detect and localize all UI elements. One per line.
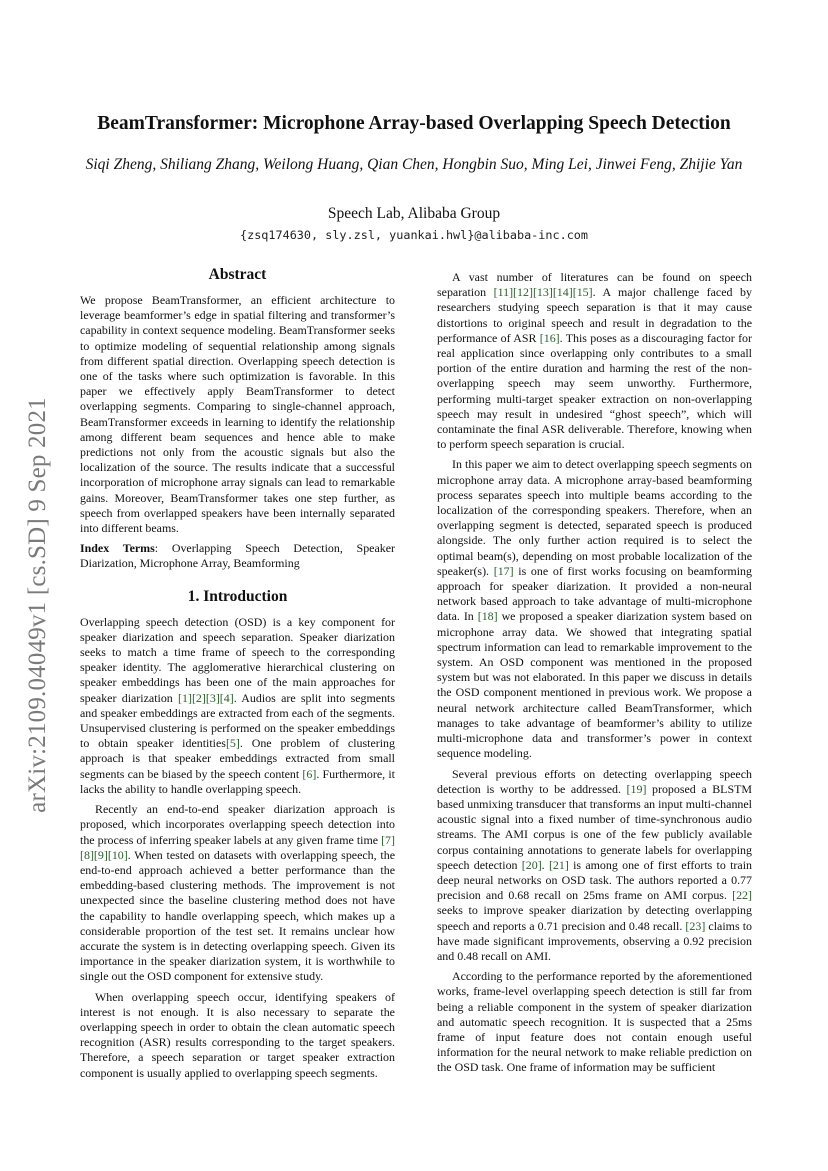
citation-link[interactable]: [16] bbox=[539, 330, 560, 345]
index-terms bbox=[80, 541, 395, 571]
citation-link[interactable]: [20] bbox=[521, 857, 542, 872]
intro-paragraph-2: Recently an end-to-end speaker diarization approach is proposed, which incorporates overlapping speech detection into the process of inferring speaker labels at any given frame time [7][8][9][10]. When tested on datasets with overlapping speech, the end-to-end approach achieved a better performance than the embedding-based clustering methods. The improvement is not unexpected since the baseline clustering method does not have the capability to handle overlapping speech, which makes up a considerable proportion of the test set. It remains unclear how accurate the system is in detecting overlapping speech. Given its importance in the speaker diarization system, it is worthwhile to single out the OSD component for extensive study. bbox=[80, 802, 395, 984]
citation-link[interactable]: [11][12][13][14][15] bbox=[493, 285, 593, 300]
intro-paragraph-7: According to the performance reported by the aforementioned works, frame-level overlapping speech detection is still far from being a reliable component in the system of speaker diarization and automatic speech recognition. It is suspected that a 25ms frame of input feature does not contain enough useful information for the neural network to make reliable prediction on the OSD task. One frame of information may be sufficient bbox=[437, 969, 752, 1075]
intro-paragraph-6: Several previous efforts on detecting overlapping speech detection is worthy to be addressed. [19] proposed a BLSTM based unmixing transducer that transforms an input multi-channel acoustic signal into a fixed number of time-synchronous audio streams. The AMI corpus is one of the few publicly available corpus containing annotations to generate labels for overlapping speech detection [20]. [21] is among one of first efforts to train deep neural networks on OSD task. The authors reported a 0.77 precision and 0.68 recall on 25ms frame on AMI corpus. [22] seeks to improve speaker diarization by detecting overlapping speech and reports a 0.71 precision and 0.48 recall. [23] claims to have made significant improvements, observing a 0.92 precision and 0.48 recall on AMI. bbox=[437, 766, 752, 963]
arxiv-id[interactable]: arXiv:2109.04049v1 [cs.SD] 9 Sep 2021 bbox=[24, 397, 51, 813]
abstract-text: We propose BeamTransformer, an efficient architecture to leverage beamformer’s edge in spatial filtering and transformer’s capability in context sequence modeling. BeamTransformer seeks to optimize modeling of sequential relationship among signals from different spatial direction. Overlapping speech detection is one of the tasks where such optimization is favorable. In this paper we effectively apply BeamTransformer to detect overlapping segments. Comparing to single-channel approach, BeamTransformer exceeds in learning to identify the relationship among different beam sequences and hence able to make predictions not only from the acoustic signals but also the localization of the source. The results indicate that a successful incorporation of microphone array signals can lead to remarkable gains. Moreover, BeamTransformer takes one step further, as speech from overlapped speakers have been internally separated into different beams. bbox=[80, 293, 395, 536]
citation-link[interactable]: [22] bbox=[732, 888, 752, 903]
index-terms-label: Index Terms bbox=[80, 541, 155, 556]
citation-link[interactable]: [18] bbox=[477, 609, 498, 624]
citation-link[interactable]: [7][8][9][10] bbox=[80, 832, 395, 862]
intro-paragraph-3: When overlapping speech occur, identifying speakers of interest is not enough. It is also necessary to separate the overlapping speech in order to obtain the clean automatic speech recognition (ASR) results corresponding to the target speakers. Therefore, a speech separation or target speaker extraction component is usually applied to overlapping speech segments. bbox=[80, 989, 395, 1080]
intro-paragraph-1: Overlapping speech detection (OSD) is a key component for speaker diarization and speech separation. Speaker diarization seeks to match a time frame of speech to the corresponding speaker identity. The agglomerative hierarchical clustering on speaker embeddings has been one of the main approaches for speaker diarization [1][2][3][4]. Audios are split into segments and speaker embeddings are extracted from each of the segments. Unsupervised clustering is performed on the speaker embeddings to obtain speaker identities[5]. One problem of clustering approach is that speaker embeddings extracted from small segments can be biased by the speech content [6]. Furthermore, it lacks the ability to handle overlapping speech. bbox=[80, 614, 395, 796]
affiliation: Speech Lab, Alibaba Group bbox=[327, 205, 501, 222]
citation-link[interactable]: [23] bbox=[685, 918, 706, 933]
intro-paragraph-5: In this paper we aim to detect overlapping speech segments on microphone array data. A microphone array-based beamforming process separates speech into multiple beams according to the localization of the corresponding speakers. Therefore, when an overlapping segment is detected, separated speech is produced alongside. The only further action required is to select the optimal beam(s), depending on most probable localization of the speaker(s). [17] is one of first works focusing on beamforming approach for speaker diarization. It provided a non-neural network based approach to take advantage of multi-microphone data. In [18] we proposed a speaker diarization system based on microphone array data. We showed that integrating spatial spectrum information can lead to remarkable improvement to the system. An OSD component was mentioned in the proposed system but was not elaborated. In this paper we discuss in details the OSD component mentioned in previous work. We propose a neural network architecture called BeamTransformer, which manages to take advantage of beamformer’s ability to utilize multi-microphone data and transformer’s power in context sequence modeling. bbox=[437, 457, 752, 761]
author-list: Siqi Zheng, Shiliang Zhang, Weilong Huang, Qian Chen, Hongbin Suo, Ming Lei, Jinwei Feng, Zhijie Yan bbox=[85, 156, 743, 173]
abstract-heading: Abstract bbox=[208, 266, 267, 283]
citation-link[interactable]: [17] bbox=[493, 563, 514, 578]
citation-link[interactable]: [21] bbox=[548, 857, 569, 872]
arxiv-stamp bbox=[18, 370, 58, 840]
citation-link[interactable]: [19] bbox=[626, 781, 647, 796]
citation-link[interactable]: [1][2][3][4] bbox=[178, 690, 234, 705]
citation-link[interactable]: [5] bbox=[225, 736, 240, 751]
left-column bbox=[80, 265, 395, 1086]
author-emails: {zsq174630, sly.zsl, yuankai.hwl}@alibaba-inc.com bbox=[239, 228, 588, 242]
citation-link[interactable]: [6] bbox=[302, 766, 317, 781]
paper-title: BeamTransformer: Microphone Array-based Overlapping Speech Detection bbox=[97, 113, 731, 134]
intro-paragraph-4: A vast number of literatures can be found on speech separation [11][12][13][14][15]. A major challenge faced by researchers studying speech separation is that it may cause distortions to original speech and result in degradation to the performance of ASR [16]. This poses as a discouraging factor for real application since overlapping only contributes to a small portion of the entire duration and harming the rest of the non-overlapping speech may seem unworthy. Furthermore, performing multi-target speaker extraction on non-overlapping speech may result in undesired “ghost speech”, which will contaminate the final ASR deliverable. Therefore, knowing when to perform speech separation is crucial. bbox=[437, 270, 752, 452]
right-column bbox=[437, 270, 752, 1081]
intro-heading: 1. Introduction bbox=[187, 587, 288, 605]
index-terms-text: : Overlapping Speech Detection, Speaker Diarization, Microphone Array, Beamforming bbox=[80, 541, 395, 571]
